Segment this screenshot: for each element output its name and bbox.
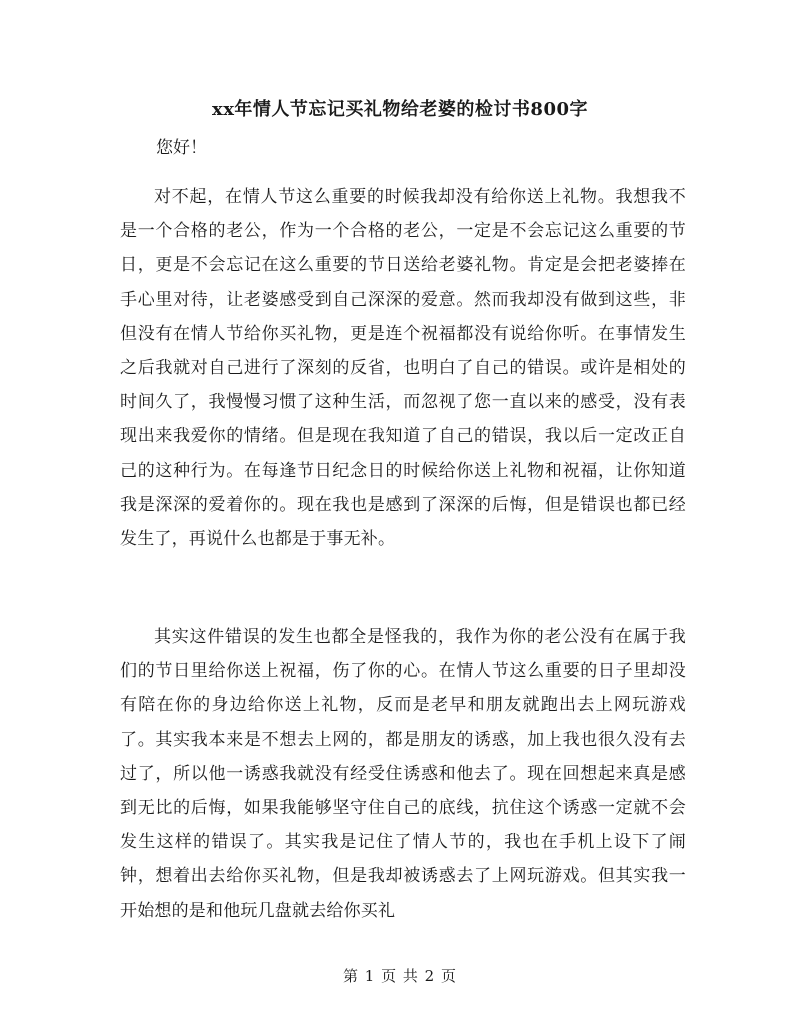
greeting: 您好！ — [156, 138, 207, 158]
page-number-footer: 第 1 页 共 2 页 — [343, 967, 457, 985]
document-title: xx年情人节忘记买礼物给老婆的检讨书800字 — [211, 99, 589, 120]
paragraph-2: 其实这件错误的发生也都全是怪我的，我作为你的老公没有在属于我们的节日里给你送上祝福，伤了你的心。在情人节这么重要的日子里却没有陪在你的身边给你送上礼物，反而是老早和朋友就跑出去上网玩游戏了。其实我本来是不想去上网的，都是朋友的诱惑，加上我也很久没有去过了，所以他一诱惑我就没有经受住诱惑和他去了。现在回想起来真是感到无比的后悔，如果我能够坚守住自己的底线，抗住这个诱惑一定就不会发生这样的错误了。其实我是记住了情人节的，我也在手机上设下了闹钟，想着出去给你买礼物，但是我却被诱惑去了上网玩游戏。但其实我一开始想的是和他玩几盘就去给你买礼 — [120, 627, 686, 921]
paragraph-1: 对不起，在情人节这么重要的时候我却没有给你送上礼物。我想我不是一个合格的老公，作为一个合格的老公，一定是不会忘记这么重要的节日，更是不会忘记在这么重要的节日送给老婆礼物。肯定是会把老婆捧在手心里对待，让老婆感受到自己深深的爱意。然而我却没有做到这些，非但没有在情人节给你买礼物，更是连个祝福都没有说给你听。在事情发生之后我就对自己进行了深刻的反省，也明白了自己的错误。或许是相处的时间久了，我慢慢习惯了这种生活，而忽视了您一直以来的感受，没有表现出来我爱你的情绪。但是现在我知道了自己的错误，我以后一定改正自己的这种行为。在每逢节日纪念日的时候给你送上礼物和祝福，让你知道我是深深的爱着你的。现在我也是感到了深深的后悔，但是错误也都已经发生了，再说什么也都是于事无补。 — [120, 187, 686, 550]
